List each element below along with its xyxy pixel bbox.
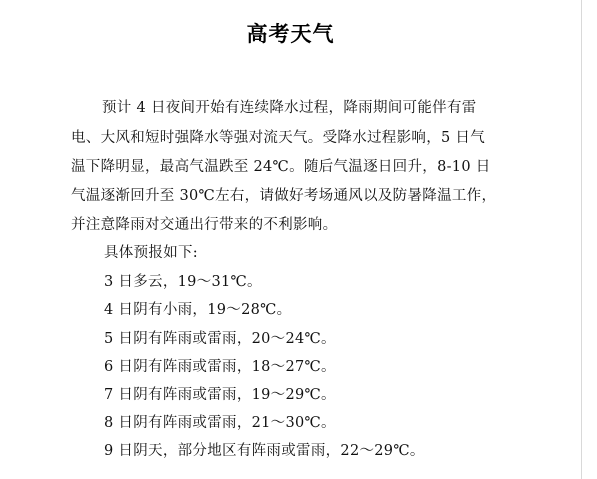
forecast-item-day-7: 7 日阴有阵雨或雷雨，19～29℃。 — [104, 387, 336, 403]
intro-line-4: 气温逐渐回升至 30℃左右，请做好考场通风以及防暑降温工作， — [71, 188, 497, 204]
intro-line-2: 电、大风和短时强降水等强对流天气。受降水过程影响，5 日气 — [71, 130, 486, 146]
intro-line-5: 并注意降雨对交通出行带来的不利影响。 — [71, 217, 338, 233]
forecast-item-day-5: 5 日阴有阵雨或雷雨，20～24℃。 — [104, 331, 336, 347]
forecast-item-day-9: 9 日阴天，部分地区有阵雨或雷雨，22～29℃。 — [104, 443, 425, 459]
forecast-heading: 具体预报如下: — [104, 245, 198, 261]
intro-line-1: 预计 4 日夜间开始有连续降水过程，降雨期间可能伴有雷 — [102, 100, 477, 116]
document-title: 高考天气 — [246, 22, 335, 46]
forecast-item-day-6: 6 日阴有阵雨或雷雨，18～27℃。 — [104, 359, 336, 375]
forecast-item-day-3: 3 日多云，19～31℃。 — [104, 274, 262, 290]
forecast-item-day-8: 8 日阴有阵雨或雷雨，21～30℃。 — [104, 415, 336, 431]
intro-line-3: 温下降明显，最高气温跌至 24℃。随后气温逐日回升，8-10 日 — [71, 159, 491, 175]
page-edge-divider — [581, 0, 582, 479]
forecast-item-day-4: 4 日阴有小雨，19～28℃。 — [104, 302, 292, 318]
